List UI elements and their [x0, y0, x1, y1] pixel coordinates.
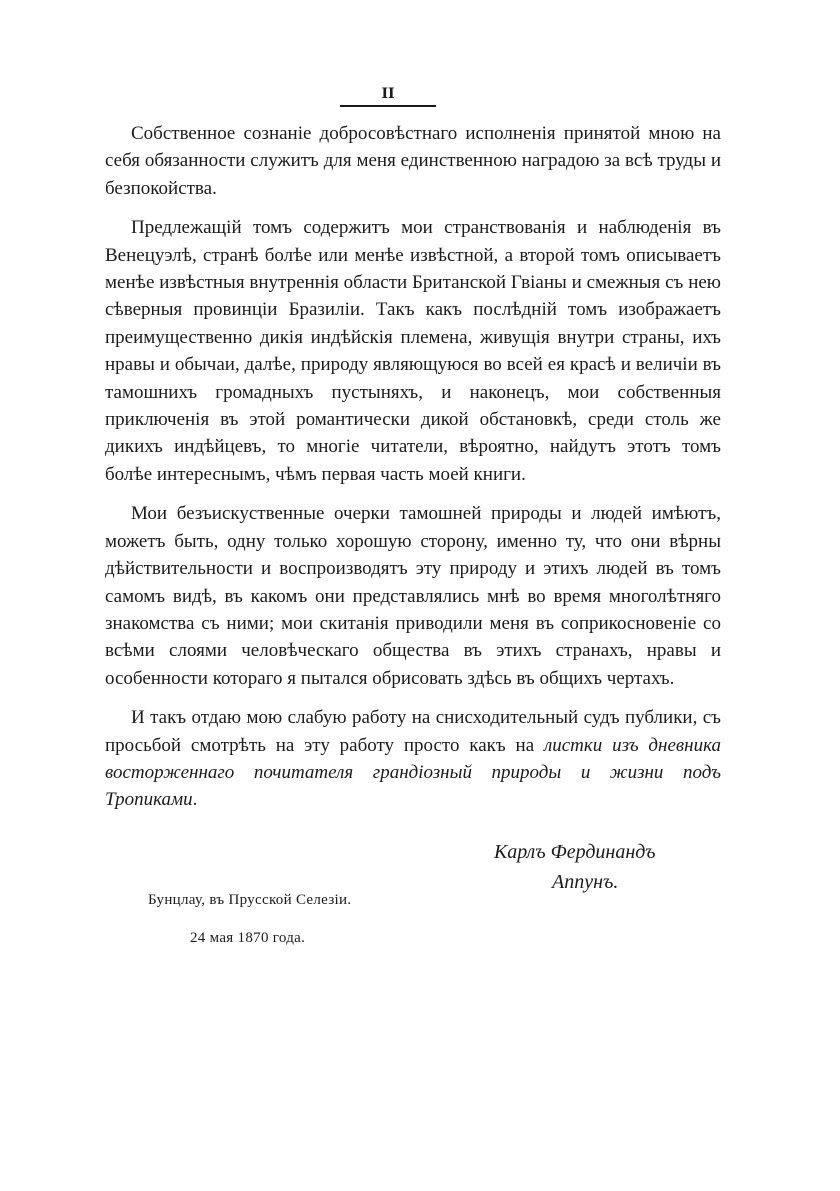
page-header [340, 86, 436, 107]
date-of-writing: 24 мая 1870 года. [190, 930, 306, 946]
header-rule [340, 105, 436, 107]
place-of-writing: Бунцлау, въ Прусской Селезіи. [148, 892, 352, 908]
paragraph-4-italic: листки изъ дневника восторженнаго почитателя грандіозный природы и жизни подъ Тропиками [105, 734, 721, 811]
author-signature [480, 837, 680, 897]
signature-line-1: Карлъ Фердинандъ [494, 841, 656, 863]
paragraph-4 [105, 704, 721, 814]
paragraph-3: Мои безъискуственные очерки тамошней природы и людей имѣютъ, можетъ быть, одну только хорошую сторону, именно ту, что они вѣрны дѣйствительности и воспроизводятъ эту природу и этихъ людей въ томъ самомъ видѣ, въ какомъ они представлялись мнѣ во время многолѣтняго знакомства съ ними; мои скитанія приводили меня въ соприкосновеніе со всѣми слоями человѣческаго общества въ этихъ странахъ, нравы и особенности котораго я пытался обрисовать здѣсь въ общихъ чертахъ. [105, 503, 721, 689]
preface-text [105, 120, 721, 814]
signature-line-2: Аппунъ. [552, 871, 619, 893]
paragraph-4-end: . [192, 789, 198, 811]
paragraph-1: Собственное сознаніе добросовѣстнаго исполненія принятой мною на себя обязанности служитъ для меня единственною наградою за всѣ труды и безпокойства. [105, 123, 721, 199]
paragraph-4-start: И такъ отдаю мою слабую работу на снисходительный судъ публики, съ просьбой смотрѣть на эту работу просто какъ на [105, 707, 721, 756]
paragraph-2: Предлежащій томъ содержитъ мои странствованія и наблюденія въ Венецуэлѣ, странѣ болѣе или менѣе извѣстной, а второй томъ описываетъ менѣе извѣстныя внутреннія области Британской Гвіаны и смежныя съ нею сѣверныя провинціи Бразиліи. Такъ какъ послѣдній томъ изображаетъ преимущественно дикія индѣйскія племена, живущія внутри страны, ихъ нравы и обычаи, далѣе, природу являющуюся во всей ея красѣ и величіи въ тамошнихъ громадныхъ пустыняхъ, и наконецъ, мои собственныя приключенія въ этой романтически дикой обстановкѣ, среди столь же дикихъ индѣйцевъ, то многіе читатели, вѣроятно, найдутъ этотъ томъ болѣе интереснымъ, чѣмъ первая часть моей книги. [105, 217, 721, 485]
page-number: II [381, 86, 395, 102]
